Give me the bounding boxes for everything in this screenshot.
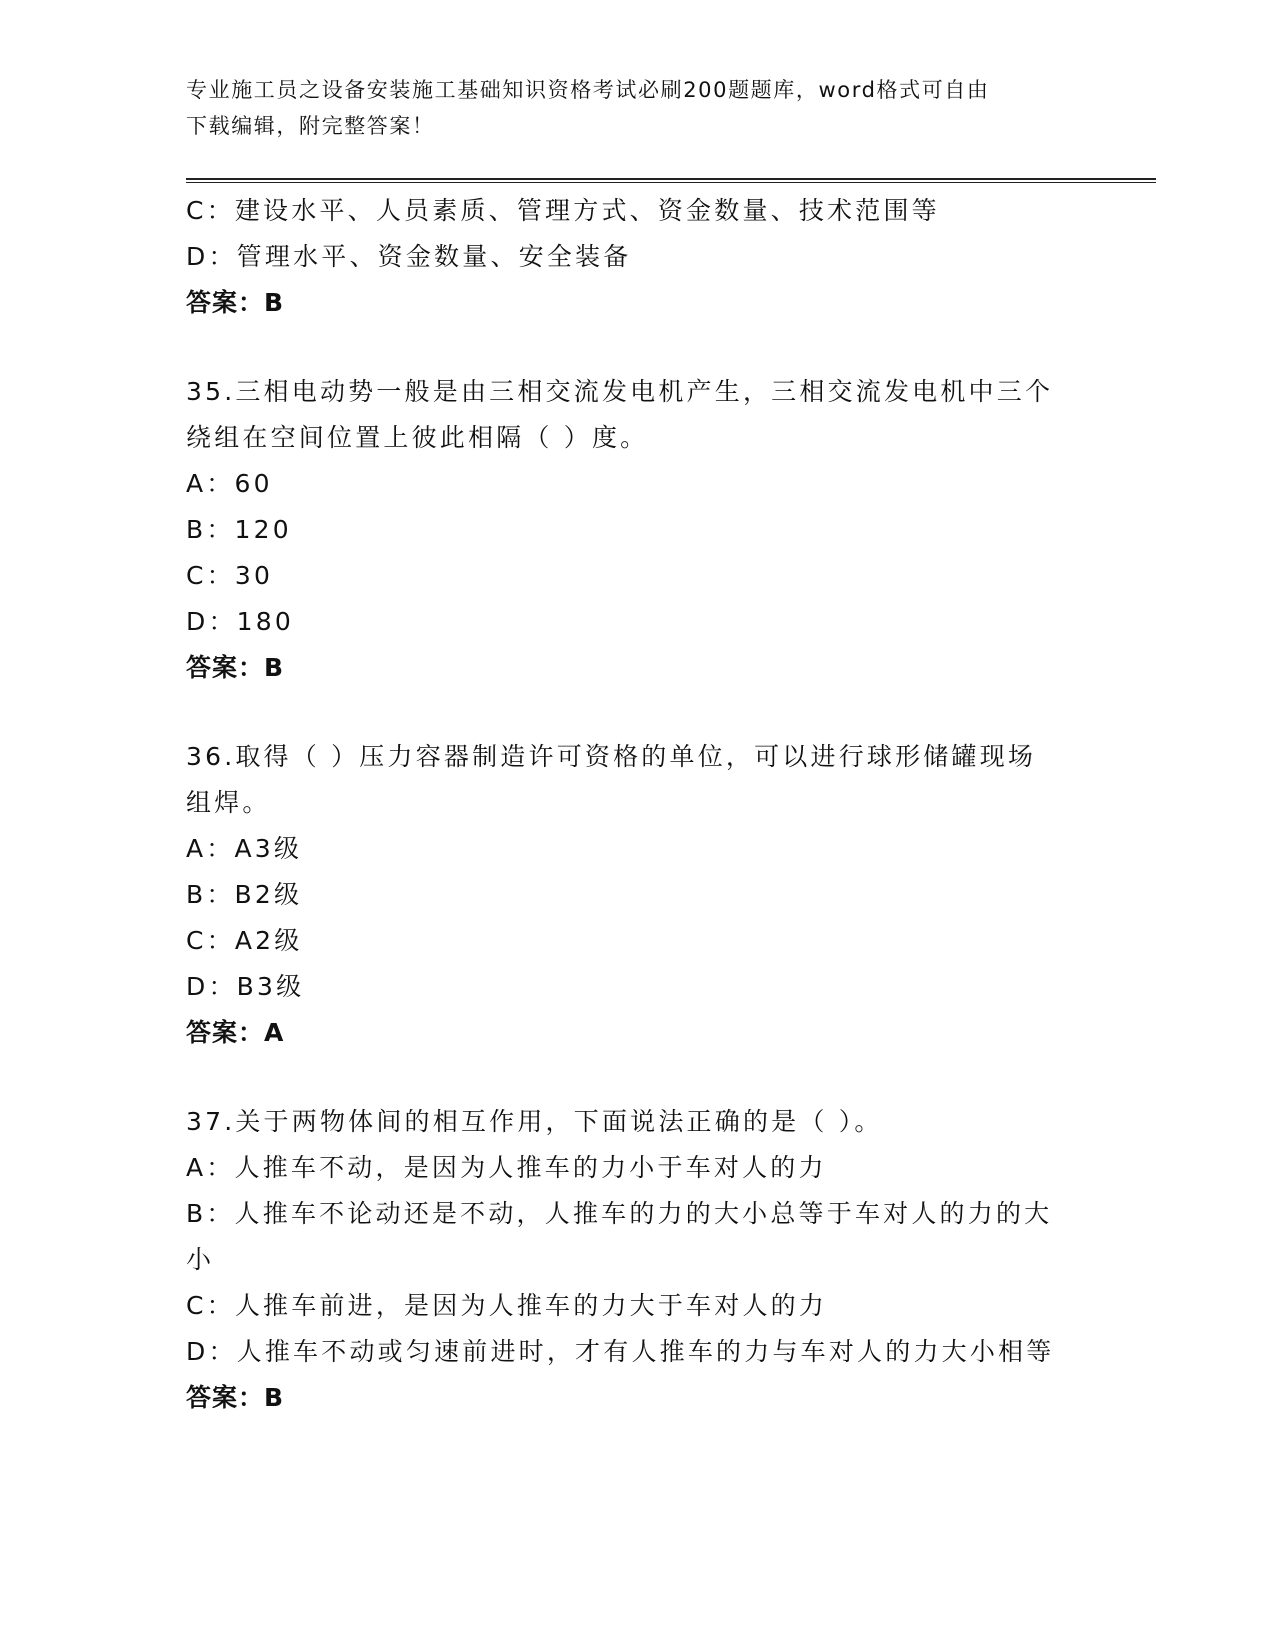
question-block-36 [186, 734, 1086, 1056]
question-text: 37.关于两物体间的相互作用，下面说法正确的是（ ）。 [186, 1107, 883, 1136]
option-b: B：120 [186, 515, 292, 544]
option-b: B：人推车不论动还是不动，人推车的力的大小总等于车对人的力的大 [186, 1199, 1053, 1228]
page-header [186, 72, 1086, 144]
question-text: 绕组在空间位置上彼此相隔（ ）度。 [186, 423, 649, 452]
option-b: B：B2级 [186, 880, 303, 909]
question-block-34 [186, 188, 1086, 326]
header-title-line-1: 专业施工员之设备安装施工基础知识资格考试必刷200题题库，word格式可自由 [186, 78, 990, 102]
header-divider-thin [186, 182, 1156, 183]
header-title-line-2: 下载编辑，附完整答案！ [186, 114, 435, 138]
question-content [186, 188, 1086, 1421]
option-c: C：30 [186, 561, 274, 590]
answer-line: 答案：B [186, 653, 285, 682]
option-a: A：A3级 [186, 834, 303, 863]
option-c: C：A2级 [186, 926, 303, 955]
option-a: A：60 [186, 469, 273, 498]
answer-line: 答案：B [186, 288, 285, 317]
option-d: D：180 [186, 607, 294, 636]
option-c: C：建设水平、人员素质、管理方式、资金数量、技术范围等 [186, 196, 940, 225]
question-block-35 [186, 369, 1086, 691]
option-b-continued: 小 [186, 1245, 215, 1274]
answer-line: 答案：A [186, 1018, 285, 1047]
question-text: 36.取得（ ）压力容器制造许可资格的单位，可以进行球形储罐现场 [186, 742, 1037, 771]
option-a: A：人推车不动，是因为人推车的力小于车对人的力 [186, 1153, 827, 1182]
header-divider [186, 178, 1156, 180]
option-d: D：人推车不动或匀速前进时，才有人推车的力与车对人的力大小相等 [186, 1337, 1055, 1366]
option-d: D：管理水平、资金数量、安全装备 [186, 242, 632, 271]
question-text: 35.三相电动势一般是由三相交流发电机产生，三相交流发电机中三个 [186, 377, 1054, 406]
option-c: C：人推车前进，是因为人推车的力大于车对人的力 [186, 1291, 828, 1320]
question-text: 组焊。 [186, 788, 271, 817]
question-block-37 [186, 1099, 1086, 1421]
option-d: D：B3级 [186, 972, 305, 1001]
answer-line: 答案：B [186, 1383, 285, 1412]
